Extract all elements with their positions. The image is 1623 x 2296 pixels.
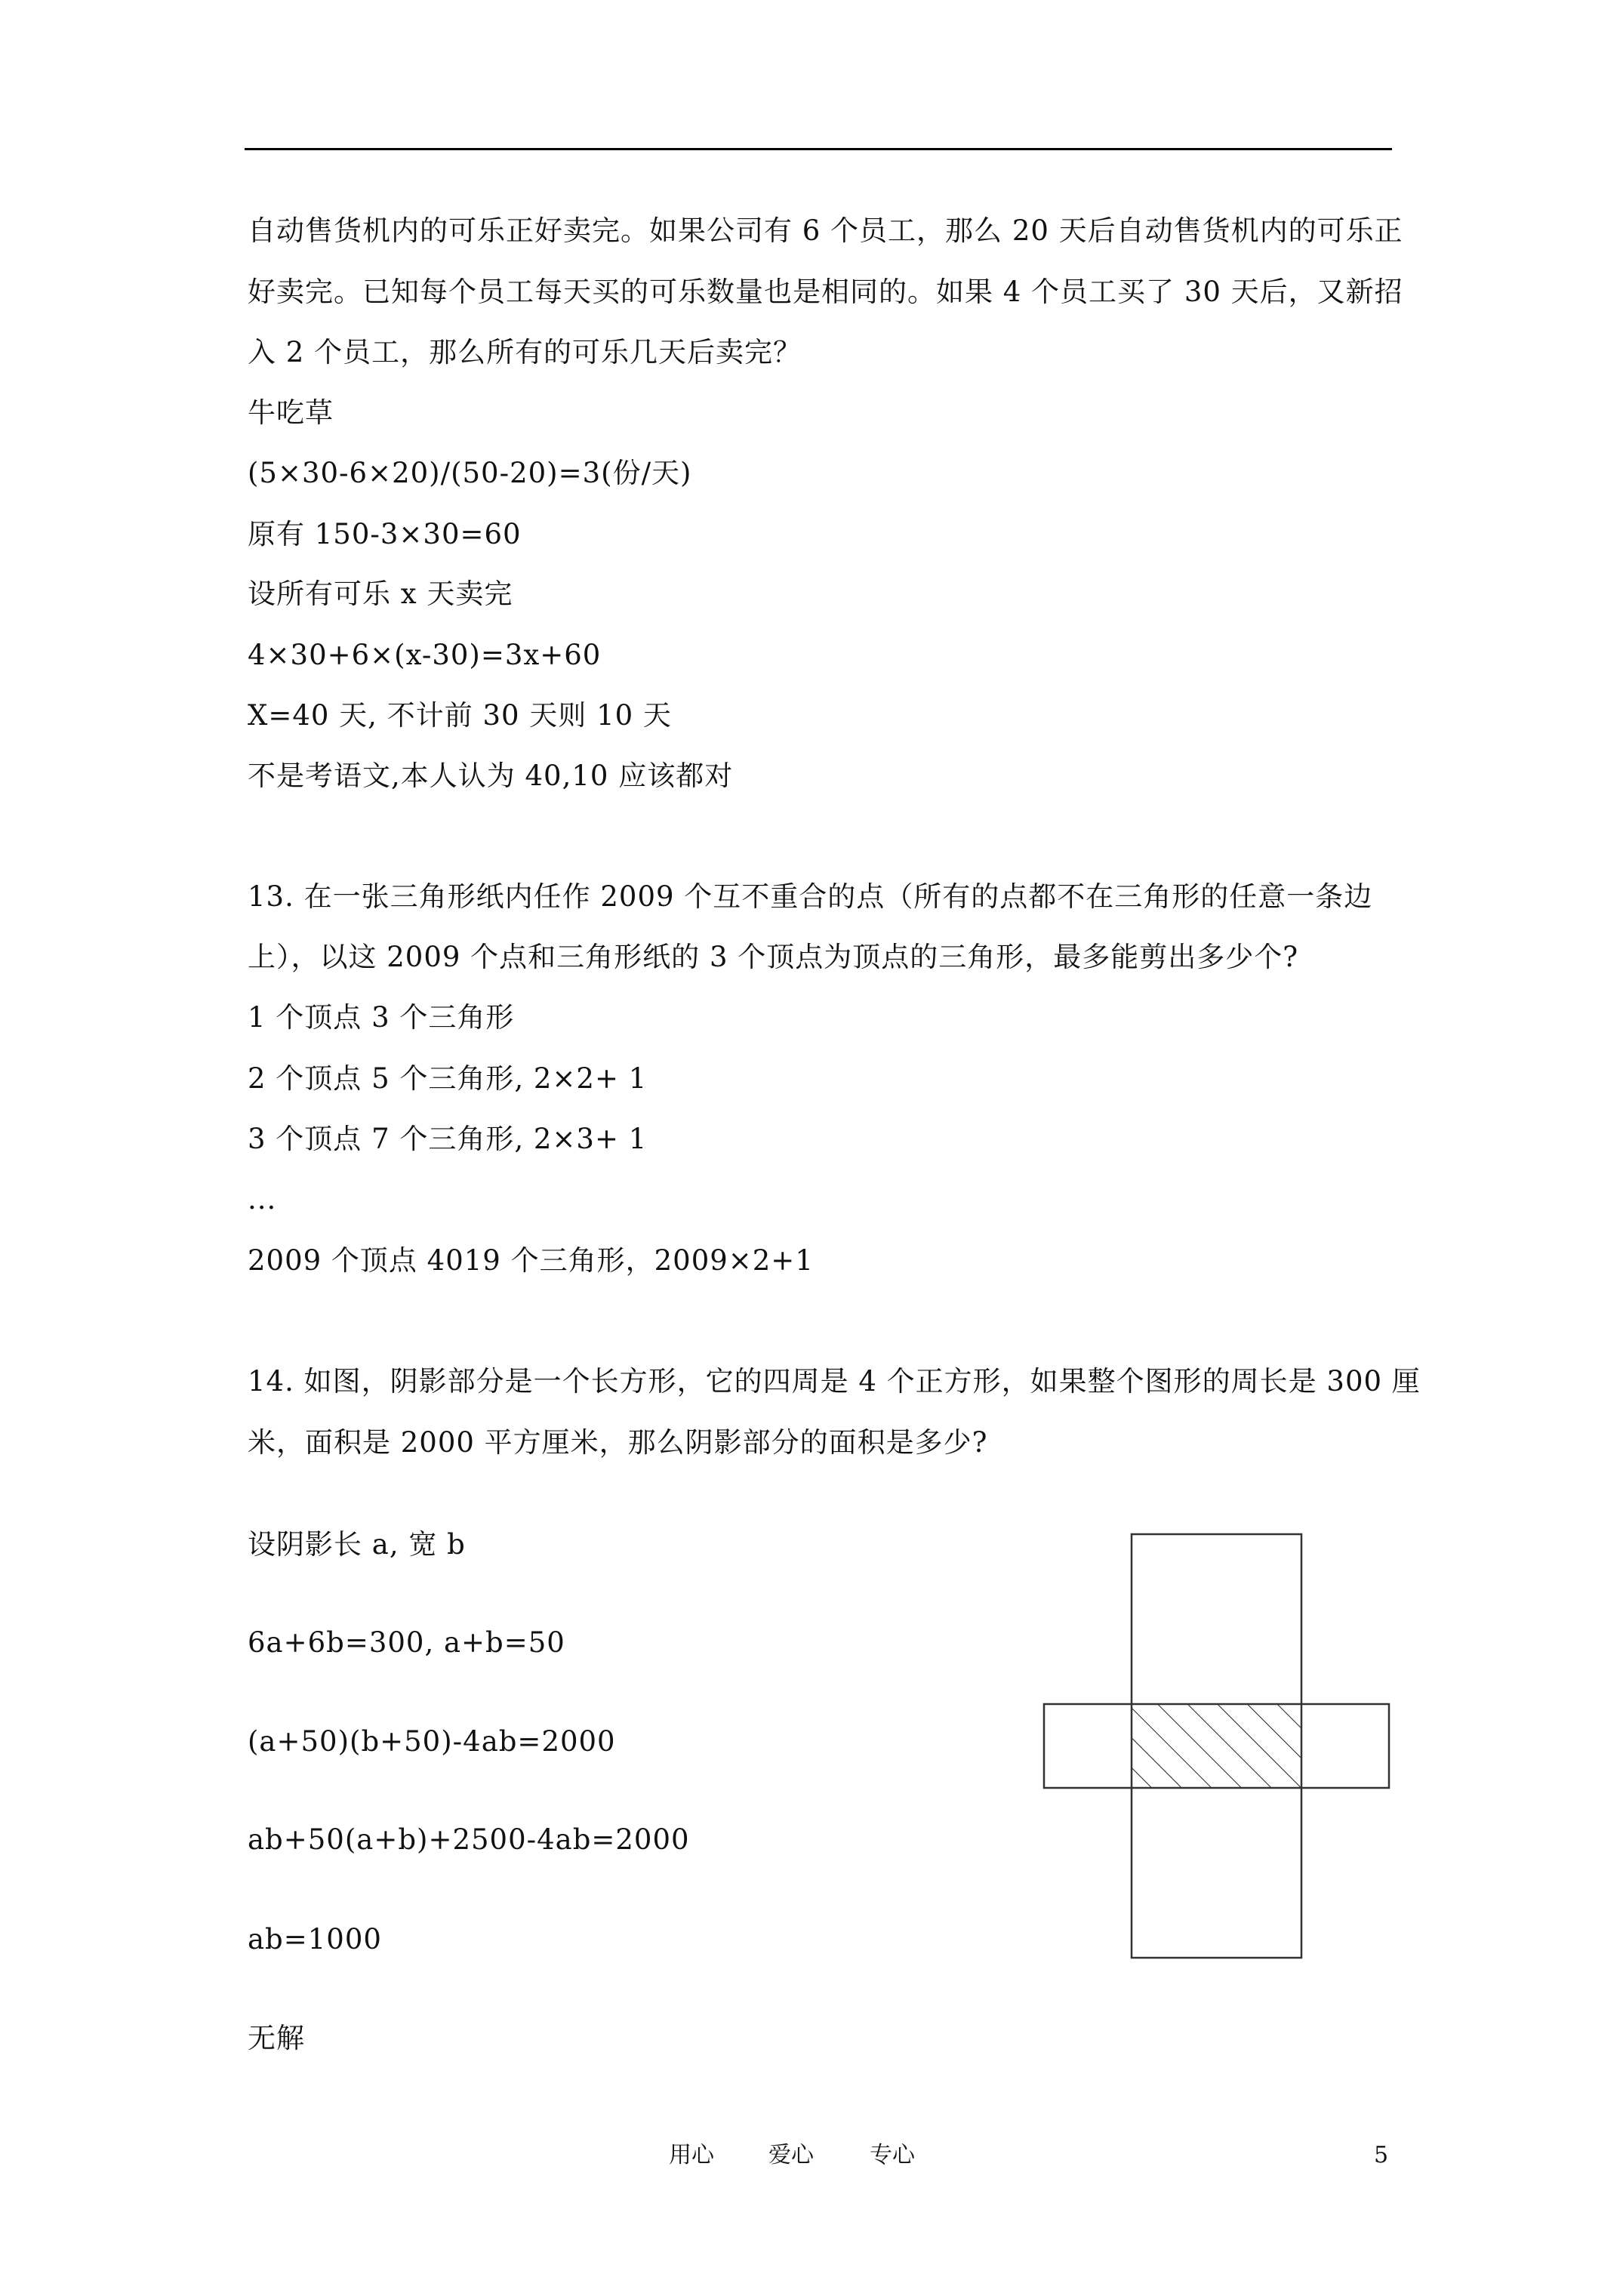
text-line: 好卖完。已知每个员工每天买的可乐数量也是相同的。如果 4 个员工买了 30 天后，又新招 [248,276,1403,308]
bottom-square [1132,1788,1301,1958]
question-13-line: 13. 在一张三角形纸内任作 2009 个互不重合的点（所有的点都不在三角形的任意一条边 [248,880,1373,913]
shaded-rectangle [1132,1704,1301,1788]
text-line: (a+50)(b+50)-4ab=2000 [248,1725,616,1758]
text-line: ab+50(a+b)+2500-4ab=2000 [248,1823,690,1856]
text-line: 4×30+6×(x-30)=3x+60 [248,639,602,671]
text-line: 1 个顶点 3 个三角形 [248,1001,515,1034]
question-14-line: 米，面积是 2000 平方厘米，那么阴影部分的面积是多少? [248,1426,988,1459]
text-line: 无解 [248,2022,305,2054]
question-14-line: 14. 如图，阴影部分是一个长方形，它的四周是 4 个正方形，如果整个图形的周长是 300 厘 [248,1365,1421,1398]
header-rule [245,148,1392,150]
cross-shaped-figure [1038,1525,1400,1963]
text-line: 不是考语文,本人认为 40,10 应该都对 [248,760,734,792]
text-line: X=40 天, 不计前 30 天则 10 天 [248,699,672,732]
text-line: (5×30-6×20)/(50-20)=3(份/天) [248,457,692,489]
question-13-line: 上），以这 2009 个点和三角形纸的 3 个顶点为顶点的三角形，最多能剪出多少个? [248,941,1299,973]
text-line: 入 2 个员工，那么所有的可乐几天后卖完？ [248,336,802,368]
text-line: 2009 个顶点 4019 个三角形，2009×2+1 [248,1244,814,1277]
left-square [1044,1704,1132,1788]
footer-motto-1: 用心 [669,2142,714,2168]
right-square [1301,1704,1389,1788]
footer-motto-3: 专心 [870,2142,915,2168]
ellipsis: ... [248,1183,277,1216]
text-line: 设阴影长 a, 宽 b [248,1528,466,1561]
text-line: 2 个顶点 5 个三角形, 2×2+ 1 [248,1062,648,1095]
page-number: 5 [1374,2142,1389,2168]
text-line: 3 个顶点 7 个三角形, 2×3+ 1 [248,1123,648,1155]
text-line: 设所有可乐 x 天卖完 [248,578,513,610]
text-line: 6a+6b=300, a+b=50 [248,1626,565,1659]
text-line: 原有 150-3×30=60 [248,518,522,550]
text-line: ab=1000 [248,1923,382,1955]
top-square [1132,1534,1301,1704]
text-line: 牛吃草 [248,396,334,429]
footer-motto-2: 爱心 [768,2142,814,2168]
text-line: 自动售货机内的可乐正好卖完。如果公司有 6 个员工，那么 20 天后自动售货机内的可乐正 [248,214,1403,247]
